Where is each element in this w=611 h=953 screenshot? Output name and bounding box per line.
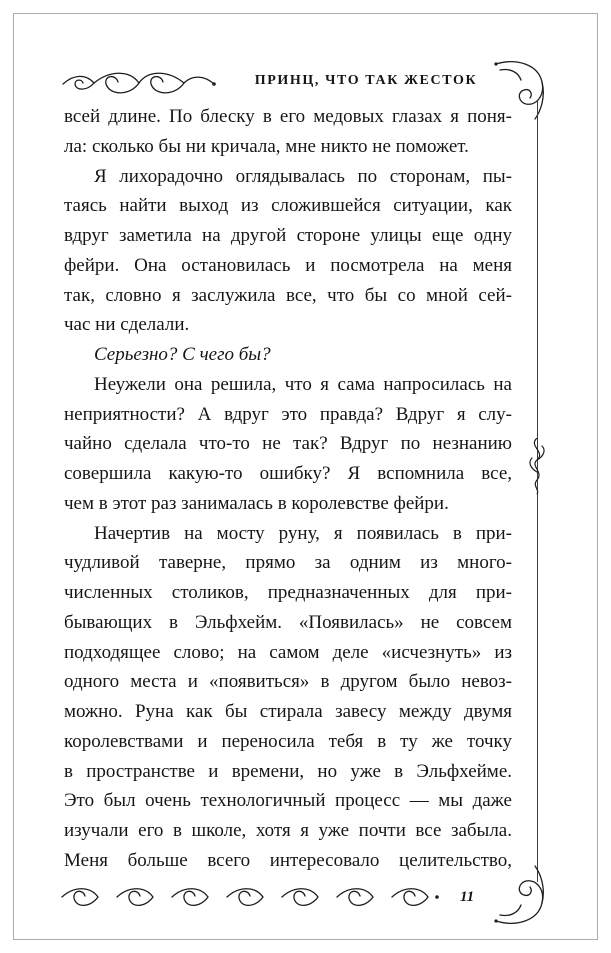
text-line: совершила какую-то ошибку? Я вспомнила все, — [64, 463, 512, 484]
text-block — [64, 102, 512, 876]
text-line: всей длине. По блеску в его медовых глазах я поня- — [64, 106, 512, 127]
text-line: изучали его в школе, хотя я уже почти все забыла. — [64, 820, 512, 841]
text-line: Это был очень технологичный процесс — мы даже — [64, 790, 512, 812]
text-line: Меня больше всего интересовало целительство, — [64, 849, 512, 871]
text-line: час ни сделали. — [64, 314, 190, 336]
text-line: Начертив на мосту руну, я появилась в при- — [94, 522, 512, 544]
page-number: 11 — [460, 889, 475, 905]
text-line: королевствами и переносила тебя в ту же точку — [64, 730, 512, 752]
text-line: чайно сделала что-то не так? Вдруг по незнанию — [64, 433, 512, 455]
text-line: бывающих в Эльфхейм. «Появилась» не совсем — [64, 611, 512, 633]
text-line: так, словно я заслужила все, что бы со мной сей- — [64, 284, 512, 306]
text-line: Серьезно? С чего бы? — [94, 344, 271, 365]
text-line: неприятности? А вдруг это правда? Вдруг я слу- — [64, 403, 512, 425]
footer-flourish-icon — [60, 884, 445, 915]
text-line: чудливой таверне, прямо за одним из много- — [64, 552, 512, 574]
text-line: вдруг заметила на другой стороне улицы еще одну — [64, 225, 512, 246]
text-line: Неужели она решила, что я сама напросилась на — [94, 373, 512, 395]
text-line: таясь найти выход из сложившейся ситуации, как — [64, 195, 512, 217]
running-head-title: ПРИНЦ, ЧТО ТАК ЖЕСТОК — [254, 73, 478, 88]
text-line: фейри. Она остановилась и посмотрела на меня — [64, 254, 512, 276]
text-line: можно. Руна как бы стирала завесу между двумя — [64, 701, 512, 722]
text-line: одного места и «появиться» в другом было невоз- — [64, 671, 512, 693]
text-line: ла: сколько бы ни кричала, мне никто не поможет. — [64, 135, 469, 157]
text-line: численных столиков, предназначенных для при- — [64, 582, 512, 603]
text-line: чем в этот раз занималась в королевстве фейри. — [64, 492, 449, 514]
text-line: подходящее слово; на самом деле «исчезнуть» из — [64, 641, 512, 663]
mid-ornament-icon — [524, 438, 550, 499]
text-line: в пространстве и времени, но уже в Эльфхейме. — [64, 760, 512, 782]
corner-ornament-bottom-icon — [494, 860, 554, 927]
text-line: Я лихорадочно оглядывалась по сторонам, пы- — [94, 165, 512, 187]
header-flourish-icon — [60, 70, 218, 101]
